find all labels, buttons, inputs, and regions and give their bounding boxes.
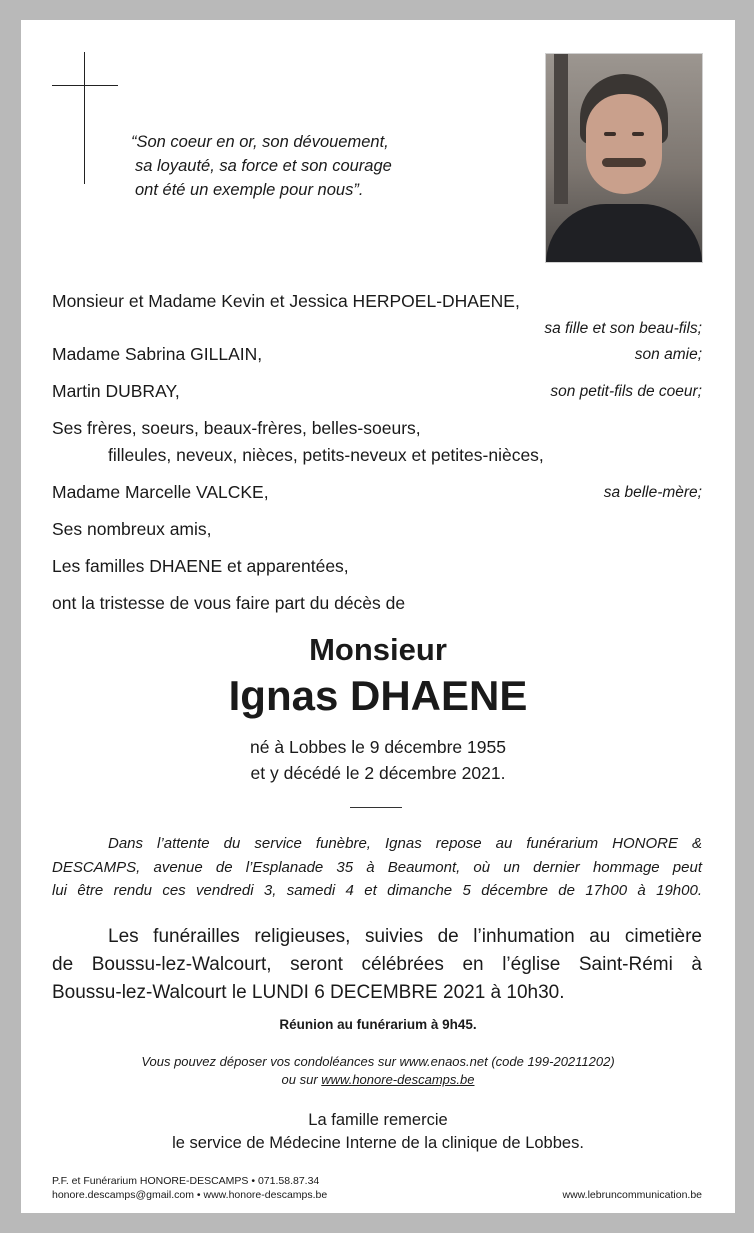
funerarium-notice [52,832,702,903]
quote-line: sa loyauté, sa force et son courage [135,157,392,175]
condolences-link[interactable]: www.honore-descamps.be [321,1072,475,1087]
condolences-line-2 [21,1072,735,1087]
family-name-2: Madame Sabrina GILLAIN, [52,344,263,364]
family-name-3: Martin DUBRAY, [52,381,180,401]
family-name-8: Les familles DHAENE et apparentées, [52,556,349,576]
deceased-name: Ignas DHAENE [228,672,528,719]
portrait-photo [545,53,703,263]
quote-line: ont été un exemple pour nous”. [135,181,364,199]
funeral-line: Boussu-lez-Walcourt le LUNDI 6 DECEMBRE 2021 à 10h30. [52,982,565,1003]
funeral-line: de Boussu-lez-Walcourt, seront célébrées en l’église Saint-Rémi à [52,954,702,975]
meeting-info: Réunion au funérarium à 9h45. [279,1017,477,1032]
notice-line: Dans l’attente du service funèbre, Ignas repose au funérarium HONORE & [108,835,702,852]
cross-icon-horizontal [52,85,118,86]
family-role-3: son petit-fils de coeur; [550,383,702,400]
funeral-line: Les funérailles religieuses, suivies de l’inhumation au cimetière [108,926,702,947]
notice-line: lui être rendu ces vendredi 3, samedi 4 et dimanche 5 décembre de 17h00 à 19h00. [52,882,702,899]
family-name-5: filleules, neveux, nièces, petits-neveux et petites-nièces, [108,445,544,465]
notice-line: DESCAMPS, avenue de l’Esplanade 35 à Beaumont, où un dernier hommage peut [52,858,702,876]
family-name-4: Ses frères, soeurs, beaux-frères, belles-soeurs, [52,418,421,438]
funeral-notice [52,923,702,1007]
separator-line [350,807,402,808]
footer-contact-1: P.F. et Funérarium HONORE-DESCAMPS • 071.58.87.34 [52,1175,320,1187]
family-role-6: sa belle-mère; [603,484,702,501]
thanks-line-1: La famille remercie [308,1111,448,1129]
footer-contact-2: honore.descamps@gmail.com • www.honore-descamps.be [52,1189,328,1201]
death-date: et y décédé le 2 décembre 2021. [250,763,506,783]
birth-date: né à Lobbes le 9 décembre 1955 [250,737,506,757]
deceased-salutation: Monsieur [309,632,447,667]
family-name-1: Monsieur et Madame Kevin et Jessica HERPOEL-DHAENE, [52,291,520,311]
family-name-7: Ses nombreux amis, [52,519,212,539]
thanks-line-2: le service de Médecine Interne de la clinique de Lobbes. [172,1134,584,1152]
quote-line: “Son coeur en or, son dévouement, [131,133,389,151]
family-name-6: Madame Marcelle VALCKE, [52,482,269,502]
announcement-line: ont la tristesse de vous faire part du décès de [52,593,406,613]
footer-credit: www.lebruncommunication.be [562,1189,702,1201]
cross-icon-vertical [84,52,85,184]
condolences-prefix: ou sur [281,1072,322,1087]
condolences-line-1: Vous pouvez déposer vos condoléances sur www.enaos.net (code 199-20211202) [141,1054,615,1069]
memorial-quote [131,130,461,202]
obituary-card [21,20,735,1213]
family-role-1: sa fille et son beau-fils; [544,320,702,337]
family-role-2: son amie; [634,346,702,363]
